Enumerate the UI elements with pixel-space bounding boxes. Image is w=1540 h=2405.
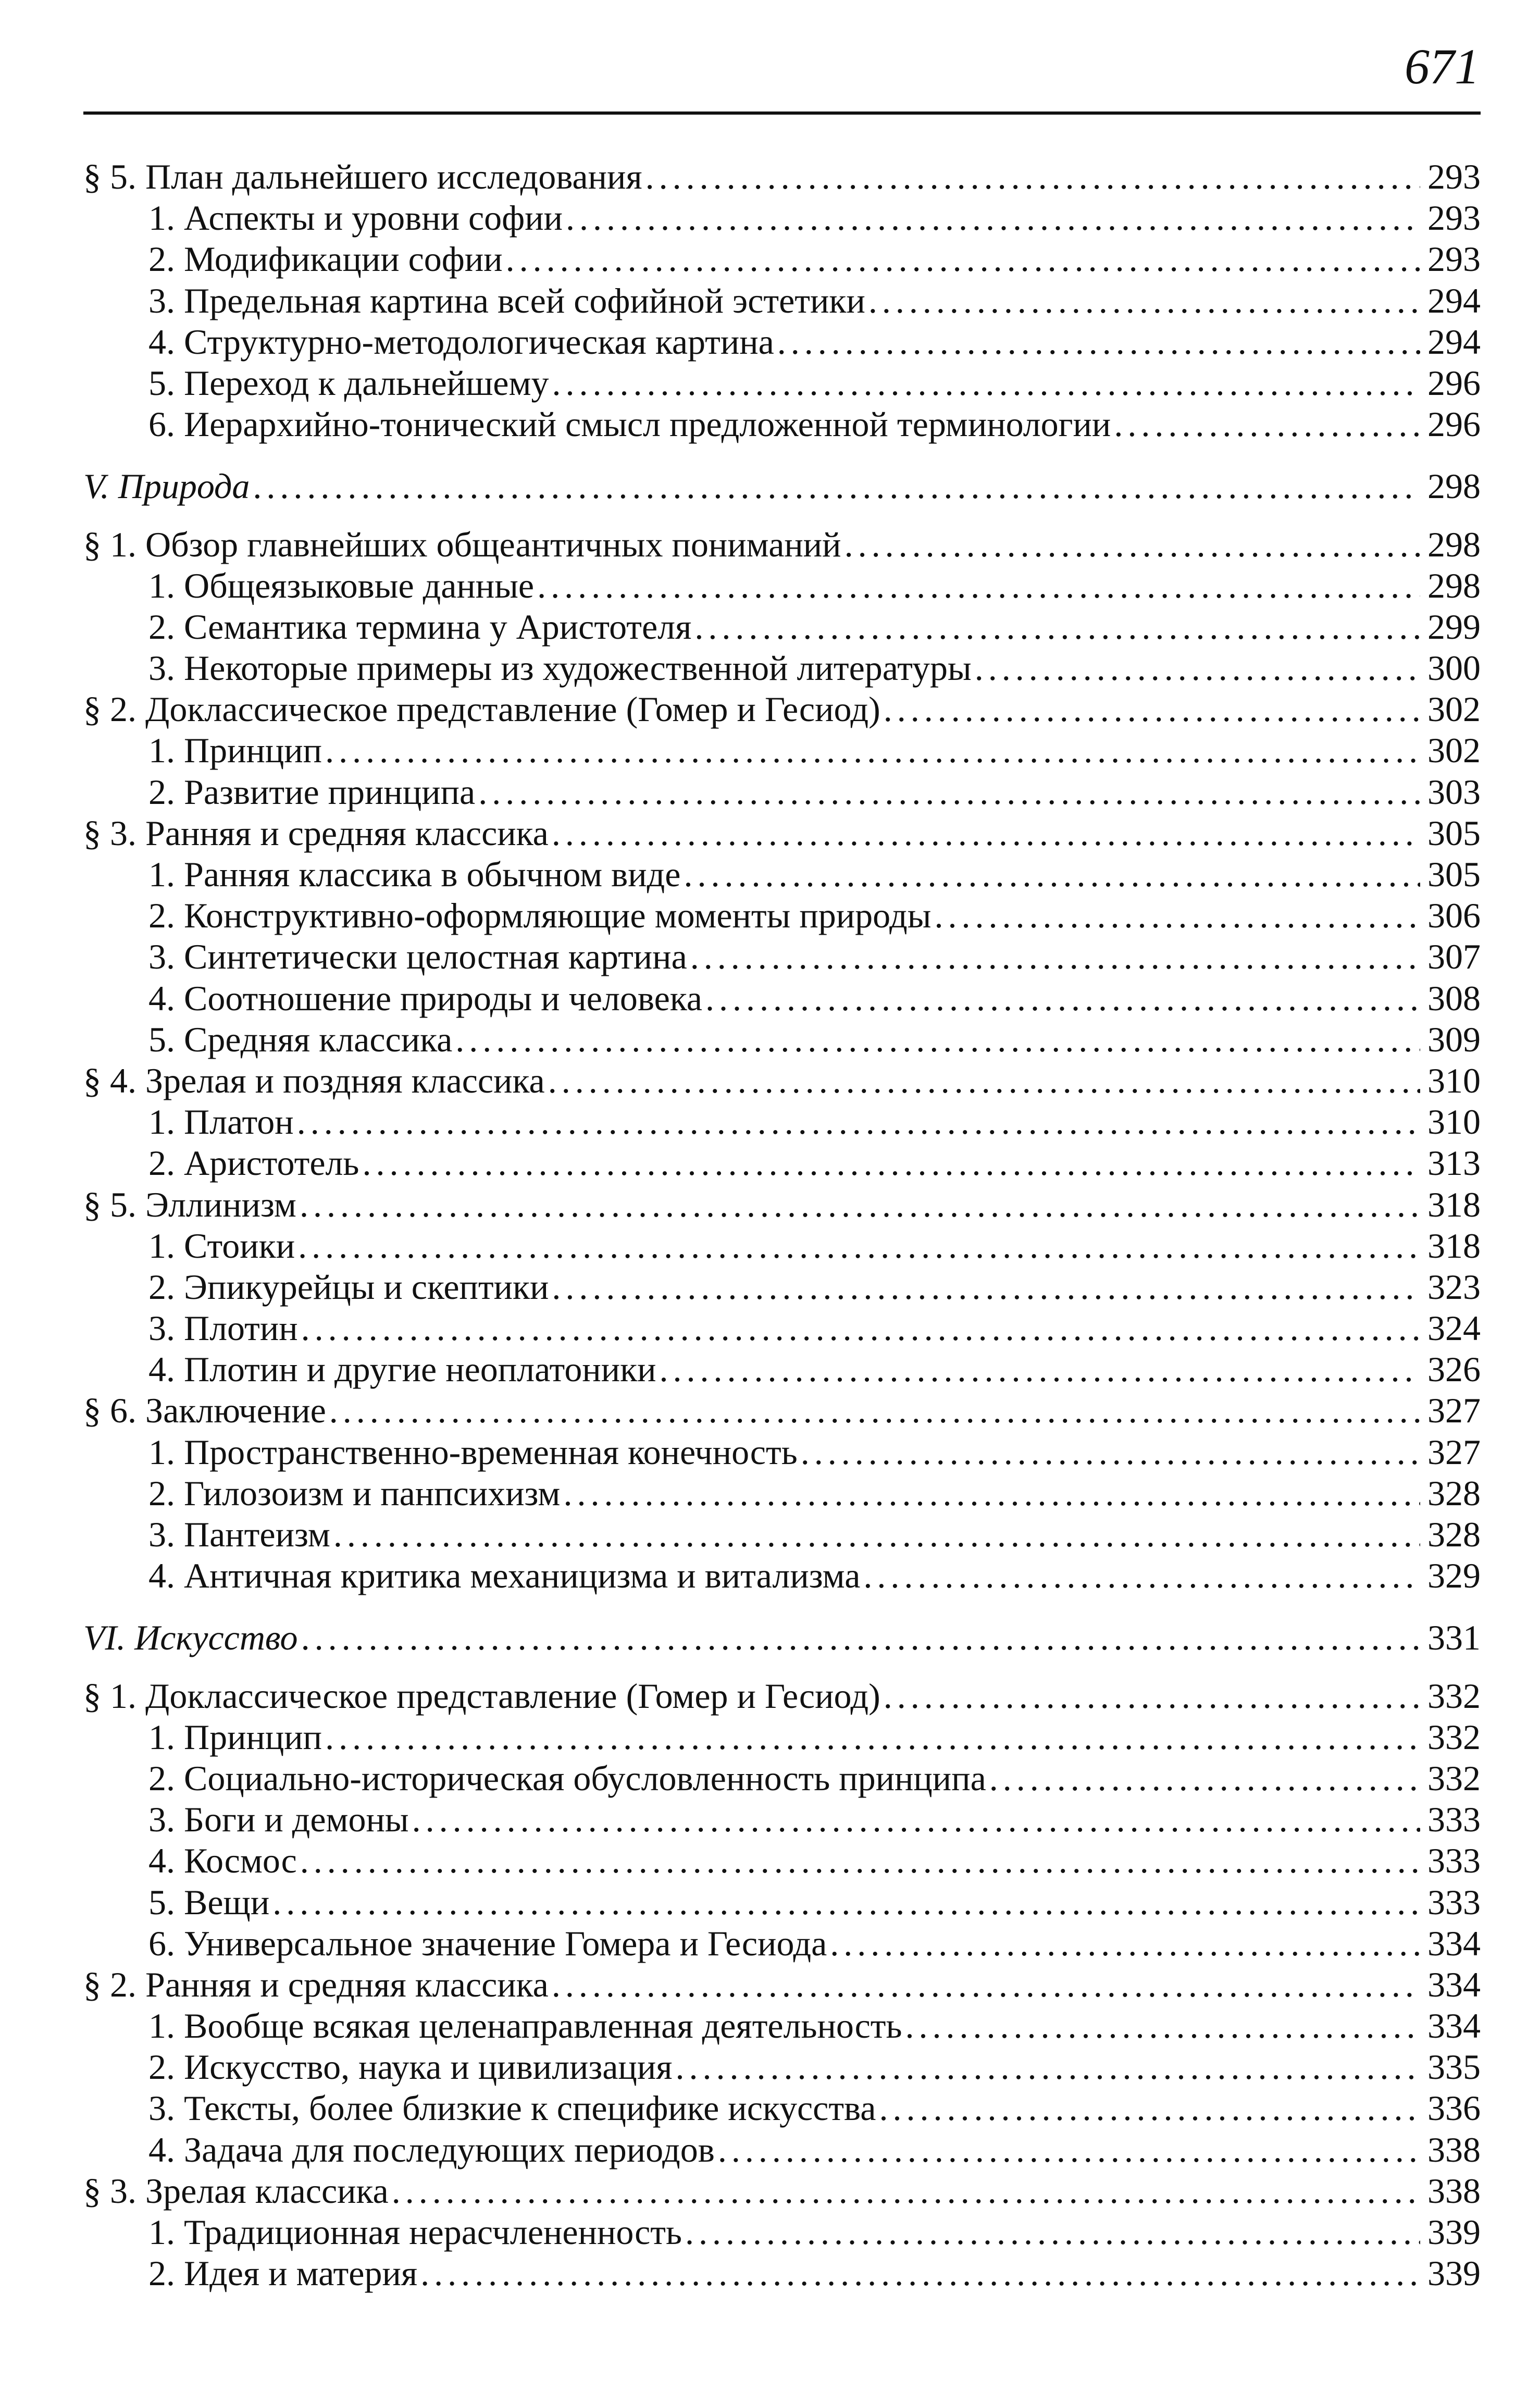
toc-entry-page: 305 <box>1427 813 1481 853</box>
toc-subsection-entry <box>83 895 1481 936</box>
dot-leader <box>660 1349 1420 1390</box>
toc-entry-page: 298 <box>1427 466 1481 506</box>
toc-entry-title: 3. Тексты, более близкие к специфике искусства <box>148 2088 876 2128</box>
toc-subsection-entry <box>83 1923 1481 1964</box>
toc-entry-title: V. Природа <box>83 466 250 506</box>
dot-leader <box>975 648 1420 689</box>
toc-entry-page: 310 <box>1427 1102 1481 1142</box>
toc-entry-title: 1. Пространственно-временная конечность <box>148 1432 798 1472</box>
toc-entry-page: 303 <box>1427 772 1481 812</box>
toc-subsection-entry <box>83 2129 1481 2171</box>
toc-section-entry <box>83 2171 1481 2212</box>
toc-entry-title: 6. Универсальное значение Гомера и Гесиода <box>148 1923 827 1963</box>
toc-entry-title: 3. Предельная картина всей софийной эстетики <box>148 280 865 320</box>
dot-leader <box>777 321 1420 363</box>
toc-entry-page: 329 <box>1427 1556 1481 1596</box>
toc-entry-title: 2. Семантика термина у Аристотеля <box>148 606 692 647</box>
toc-subsection-entry <box>83 1799 1481 1840</box>
toc-entry-page: 326 <box>1427 1349 1481 1390</box>
toc-entry-page: 293 <box>1427 198 1481 238</box>
toc-entry-page: 307 <box>1427 937 1481 977</box>
toc-entry-title: 3. Боги и демоны <box>148 1800 409 1840</box>
dot-leader <box>362 1143 1420 1184</box>
toc-entry-page: 302 <box>1427 689 1481 729</box>
toc-part-heading <box>83 1617 1481 1658</box>
toc-subsection-entry <box>83 1308 1481 1349</box>
toc-entry-title: 3. Некоторые примеры из художественной литературы <box>148 648 972 688</box>
dot-leader <box>506 239 1420 280</box>
page-number: 671 <box>1405 39 1480 94</box>
toc-entry-title: 6. Иерархийно-тонический смысл предложенной терминологии <box>148 404 1111 444</box>
dot-leader <box>563 1473 1420 1514</box>
toc-entry-page: 318 <box>1427 1225 1481 1266</box>
toc-subsection-entry <box>83 772 1481 813</box>
toc-entry-title: 4. Задача для последующих периодов <box>148 2129 715 2170</box>
dot-leader <box>552 363 1420 404</box>
toc-subsection-entry <box>83 1019 1481 1060</box>
toc-section-entry <box>83 1676 1481 1717</box>
toc-subsection-entry <box>83 1473 1481 1514</box>
dot-leader <box>676 2047 1421 2088</box>
header-rule <box>83 111 1481 115</box>
dot-leader <box>297 1101 1420 1143</box>
dot-leader <box>552 1267 1420 1308</box>
dot-leader <box>478 772 1420 813</box>
toc-entry-page: 323 <box>1427 1267 1481 1307</box>
toc-section-entry <box>83 689 1481 730</box>
dot-leader <box>884 1676 1420 1717</box>
toc-entry-page: 299 <box>1427 606 1481 647</box>
toc-subsection-entry <box>83 1143 1481 1184</box>
toc-entry-page: 302 <box>1427 730 1481 771</box>
toc-entry-page: 306 <box>1427 896 1481 936</box>
toc-entry-page: 333 <box>1427 1800 1481 1840</box>
toc-subsection-entry <box>83 1349 1481 1390</box>
toc-subsection-entry <box>83 1432 1481 1473</box>
toc-entry-title: 1. Общеязыковые данные <box>148 565 535 605</box>
toc-entry-page: 296 <box>1427 404 1481 444</box>
toc-entry-title: § 3. Ранняя и средняя классика <box>83 813 549 853</box>
toc-subsection-entry <box>83 280 1481 321</box>
toc-entry-title: 1. Аспекты и уровни софии <box>148 198 563 238</box>
toc-section-entry <box>83 1390 1481 1431</box>
toc-entry-page: 293 <box>1427 157 1481 196</box>
toc-entry-page: 328 <box>1427 1515 1481 1554</box>
dot-leader <box>694 606 1420 648</box>
toc-subsection-entry <box>83 363 1481 404</box>
dot-leader <box>566 197 1420 239</box>
toc-entry-title: 2. Развитие принципа <box>148 772 476 812</box>
dot-leader <box>392 2171 1420 2212</box>
toc-entry-title: § 2. Доклассическое представление (Гомер и Гесиод) <box>83 689 880 729</box>
toc-entry-title: 4. Соотношение природы и человека <box>148 978 702 1018</box>
dot-leader <box>863 1555 1420 1596</box>
toc-subsection-entry <box>83 2088 1481 2129</box>
dot-leader <box>705 978 1420 1019</box>
toc-entry-title: 4. Космос <box>148 1841 297 1881</box>
toc-entry-page: 294 <box>1427 321 1481 362</box>
toc-subsection-entry <box>83 1882 1481 1923</box>
toc-entry-page: 296 <box>1427 363 1481 403</box>
toc-entry-page: 335 <box>1427 2047 1481 2087</box>
toc-entry-title: 1. Ранняя классика в обычном виде <box>148 854 681 894</box>
dot-leader <box>905 2005 1420 2047</box>
toc-entry-title: § 4. Зрелая и поздняя классика <box>83 1060 545 1100</box>
dot-leader <box>844 524 1420 565</box>
toc-entry-title: 5. Средняя классика <box>148 1019 453 1059</box>
toc-entry-page: 300 <box>1427 648 1481 688</box>
dot-leader <box>989 1758 1420 1799</box>
dot-leader <box>690 936 1420 977</box>
dot-leader <box>879 2088 1420 2129</box>
toc-entry-title: § 3. Зрелая классика <box>83 2171 389 2211</box>
toc-entry-page: 309 <box>1427 1019 1481 1059</box>
toc-subsection-entry <box>83 2253 1481 2294</box>
toc-entry-title: 2. Модификации софии <box>148 239 503 279</box>
toc-entry-page: 328 <box>1427 1473 1481 1513</box>
toc-entry-page: 332 <box>1427 1676 1481 1716</box>
toc-subsection-entry <box>83 321 1481 363</box>
toc-entry-title: 1. Платон <box>148 1102 294 1142</box>
toc-entry-page: 334 <box>1427 1964 1481 2004</box>
toc-subsection-entry <box>83 1758 1481 1799</box>
toc-entry-page: 333 <box>1427 1882 1481 1922</box>
toc-entry-title: 4. Античная критика механицизма и витализма <box>148 1556 861 1596</box>
toc-entry-title: 3. Плотин <box>148 1308 298 1348</box>
toc-entry-title: 1. Традиционная нерасчлененность <box>148 2212 682 2252</box>
toc-subsection-entry <box>83 404 1481 445</box>
toc-entry-title: § 1. Доклассическое представление (Гомер и Гесиод) <box>83 1676 880 1716</box>
toc-subsection-entry <box>83 1514 1481 1555</box>
toc-entry-page: 308 <box>1427 978 1481 1018</box>
toc-entry-title: § 6. Заключение <box>83 1391 326 1431</box>
toc-section-entry <box>83 1964 1481 2005</box>
toc-entry-page: 298 <box>1427 565 1481 605</box>
dot-leader <box>455 1019 1420 1060</box>
dot-leader <box>685 2212 1420 2253</box>
dot-leader <box>934 895 1420 936</box>
toc-subsection-entry <box>83 1267 1481 1308</box>
toc-part-heading <box>83 466 1481 507</box>
toc-entry-page: 333 <box>1427 1841 1481 1881</box>
toc-entry-title: § 1. Обзор главнейших общеантичных пониманий <box>83 524 841 564</box>
toc-entry-title: 1. Вообще всякая целенаправленная деятельность <box>148 2006 902 2046</box>
toc-entry-title: 3. Пантеизм <box>148 1515 330 1554</box>
toc-entry-title: 2. Эпикурейцы и скептики <box>148 1267 549 1307</box>
toc-entry-page: 338 <box>1427 2171 1481 2211</box>
toc-entry-title: 5. Переход к дальнейшему <box>148 363 549 403</box>
toc-entry-page: 334 <box>1427 2006 1481 2046</box>
toc-subsection-entry <box>83 936 1481 977</box>
toc-entry-page: 327 <box>1427 1391 1481 1431</box>
toc-entry-title: 5. Вещи <box>148 1882 270 1922</box>
dot-leader <box>801 1432 1420 1473</box>
toc-subsection-entry <box>83 239 1481 280</box>
toc-entry-title: 2. Искусство, наука и цивилизация <box>148 2047 673 2087</box>
toc-section-entry <box>83 1184 1481 1225</box>
toc-subsection-entry <box>83 2047 1481 2088</box>
toc-entry-page: 339 <box>1427 2212 1481 2252</box>
toc-entry-page: 318 <box>1427 1184 1481 1224</box>
dot-leader <box>552 813 1420 854</box>
toc-subsection-entry <box>83 2005 1481 2047</box>
toc-subsection-entry <box>83 2212 1481 2253</box>
toc-subsection-entry <box>83 565 1481 606</box>
toc-subsection-entry <box>83 606 1481 648</box>
toc-entry-title: 4. Плотин и другие неоплатоники <box>148 1349 656 1390</box>
toc-section-entry <box>83 813 1481 854</box>
toc-subsection-entry <box>83 1840 1481 1881</box>
toc-section-entry <box>83 1060 1481 1101</box>
toc-entry-page: 332 <box>1427 1758 1481 1798</box>
dot-leader <box>301 1308 1420 1349</box>
toc-entry-page: 305 <box>1427 854 1481 894</box>
dot-leader <box>830 1923 1420 1964</box>
toc-subsection-entry <box>83 854 1481 895</box>
toc-subsection-entry <box>83 730 1481 771</box>
dot-leader <box>552 1964 1420 2005</box>
dot-leader <box>684 854 1420 895</box>
toc-entry-page: 327 <box>1427 1432 1481 1472</box>
toc-entry-title: 4. Структурно-методологическая картина <box>148 321 774 362</box>
dot-leader <box>548 1060 1420 1101</box>
toc-entry-page: 332 <box>1427 1717 1481 1757</box>
dot-leader <box>537 565 1420 606</box>
toc-entry-title: 3. Синтетически целостная картина <box>148 937 687 977</box>
toc-section-entry <box>83 524 1481 565</box>
dot-leader <box>420 2253 1420 2294</box>
toc-subsection-entry <box>83 197 1481 239</box>
dot-leader <box>333 1514 1420 1555</box>
dot-leader <box>298 1225 1420 1267</box>
toc-entry-page: 336 <box>1427 2088 1481 2128</box>
dot-leader <box>645 156 1420 197</box>
toc-entry-title: 2. Гилозоизм и панпсихизм <box>148 1473 561 1513</box>
toc-entry-title: § 5. План дальнейшего исследования <box>83 157 642 196</box>
toc-subsection-entry <box>83 1717 1481 1758</box>
dot-leader <box>272 1882 1420 1923</box>
toc-entry-page: 298 <box>1427 524 1481 564</box>
toc-subsection-entry <box>83 1101 1481 1143</box>
toc-entry-title: 1. Принцип <box>148 730 322 771</box>
toc-entry-title: § 5. Эллинизм <box>83 1184 296 1224</box>
toc-entry-title: § 2. Ранняя и средняя классика <box>83 1964 549 2004</box>
toc-entry-title: 2. Аристотель <box>148 1143 359 1183</box>
toc-entry-title: 2. Конструктивно-оформляющие моменты природы <box>148 896 932 936</box>
toc-entry-title: 1. Стоики <box>148 1225 295 1266</box>
toc-entry-page: 313 <box>1427 1143 1481 1183</box>
toc-entry-page: 334 <box>1427 1923 1481 1963</box>
table-of-contents <box>83 156 1481 2294</box>
dot-leader <box>325 730 1420 771</box>
dot-leader <box>253 466 1420 507</box>
toc-subsection-entry <box>83 1225 1481 1267</box>
toc-entry-title: 2. Идея и материя <box>148 2253 418 2294</box>
toc-entry-page: 310 <box>1427 1060 1481 1100</box>
dot-leader <box>868 280 1420 321</box>
dot-leader <box>1114 404 1420 445</box>
toc-subsection-entry <box>83 648 1481 689</box>
dot-leader <box>412 1799 1420 1840</box>
dot-leader <box>300 1840 1420 1881</box>
toc-subsection-entry <box>83 1555 1481 1596</box>
toc-entry-title: 2. Социально-историческая обусловленность принципа <box>148 1758 986 1798</box>
toc-entry-title: 1. Принцип <box>148 1717 322 1757</box>
toc-entry-page: 339 <box>1427 2253 1481 2294</box>
toc-subsection-entry <box>83 978 1481 1019</box>
toc-entry-page: 331 <box>1427 1618 1481 1658</box>
dot-leader <box>300 1184 1420 1225</box>
dot-leader <box>301 1617 1420 1658</box>
dot-leader <box>329 1390 1420 1431</box>
dot-leader <box>325 1717 1420 1758</box>
dot-leader <box>718 2129 1420 2171</box>
toc-entry-page: 324 <box>1427 1308 1481 1348</box>
toc-section-entry <box>83 156 1481 197</box>
dot-leader <box>884 689 1420 730</box>
toc-entry-page: 338 <box>1427 2129 1481 2170</box>
toc-entry-page: 294 <box>1427 280 1481 320</box>
toc-entry-title: VI. Искусство <box>83 1618 298 1658</box>
toc-entry-page: 293 <box>1427 239 1481 279</box>
